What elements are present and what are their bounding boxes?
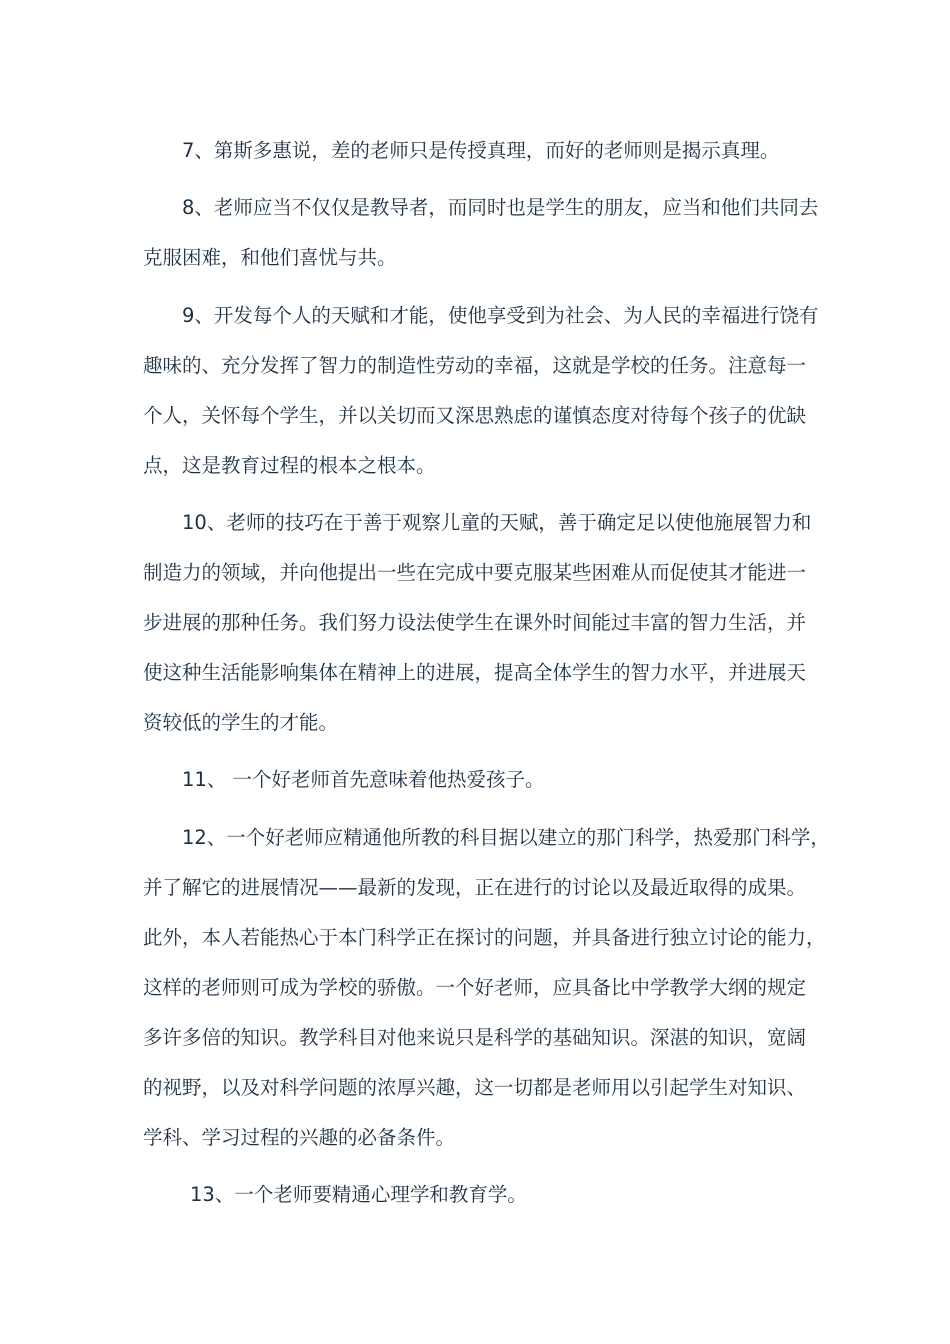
paragraph-11-line-1: 11、 一个好老师首先意味着他热爱孩子。 bbox=[182, 768, 545, 791]
paragraph-10-line-3: 步进展的那种任务。我们努力设法使学生在课外时间能过丰富的智力生活，并 bbox=[143, 611, 807, 634]
paragraph-12-line-4: 这样的老师则可成为学校的骄傲。一个好老师，应具备比中学教学大纲的规定 bbox=[143, 976, 807, 999]
paragraph-12-line-3: 此外，本人若能热心于本门科学正在探讨的问题，并具备进行独立讨论的能力， bbox=[143, 926, 826, 949]
paragraph-10-line-5: 资较低的学生的才能。 bbox=[143, 711, 339, 734]
paragraph-10-line-2: 制造力的领域，并向他提出一些在完成中要克服某些困难从而促使其才能进一 bbox=[143, 561, 807, 584]
paragraph-10-line-4: 使这种生活能影响集体在精神上的进展，提高全体学生的智力水平，并进展天 bbox=[143, 661, 807, 684]
paragraph-7-line-1: 7、第斯多惠说，差的老师只是传授真理，而好的老师则是揭示真理。 bbox=[182, 139, 780, 162]
paragraph-9-line-2: 趣味的、充分发挥了智力的制造性劳动的幸福，这就是学校的任务。注意每一 bbox=[143, 354, 807, 377]
paragraph-10-line-1: 10、老师的技巧在于善于观察儿童的天赋，善于确定足以使他施展智力和 bbox=[182, 511, 812, 534]
paragraph-9-line-4: 点，这是教育过程的根本之根本。 bbox=[143, 454, 436, 477]
paragraph-9-line-1: 9、开发每个人的天赋和才能，使他享受到为社会、为人民的幸福进行饶有 bbox=[182, 304, 819, 327]
paragraph-12-line-7: 学科、学习过程的兴趣的必备条件。 bbox=[143, 1126, 456, 1149]
paragraph-12-line-2: 并了解它的进展情况——最新的发现，正在进行的讨论以及最近取得的成果。 bbox=[143, 876, 807, 899]
paragraph-13-line-1: 13、一个老师要精通心理学和教育学。 bbox=[190, 1183, 527, 1206]
paragraph-12-line-6: 的视野，以及对科学问题的浓厚兴趣，这一切都是老师用以引起学生对知识、 bbox=[143, 1076, 807, 1099]
paragraph-12-line-5: 多许多倍的知识。教学科目对他来说只是科学的基础知识。深湛的知识，宽阔 bbox=[143, 1026, 807, 1049]
paragraph-8-line-2: 克服困难，和他们喜忧与共。 bbox=[143, 246, 397, 269]
paragraph-9-line-3: 个人，关怀每个学生，并以关切而又深思熟虑的谨慎态度对待每个孩子的优缺 bbox=[143, 404, 807, 427]
paragraph-12-line-1: 12、一个好老师应精通他所教的科目据以建立的那门科学，热爱那门科学， bbox=[182, 826, 830, 849]
paragraph-8-line-1: 8、老师应当不仅仅是教导者，而同时也是学生的朋友，应当和他们共同去 bbox=[182, 196, 819, 219]
